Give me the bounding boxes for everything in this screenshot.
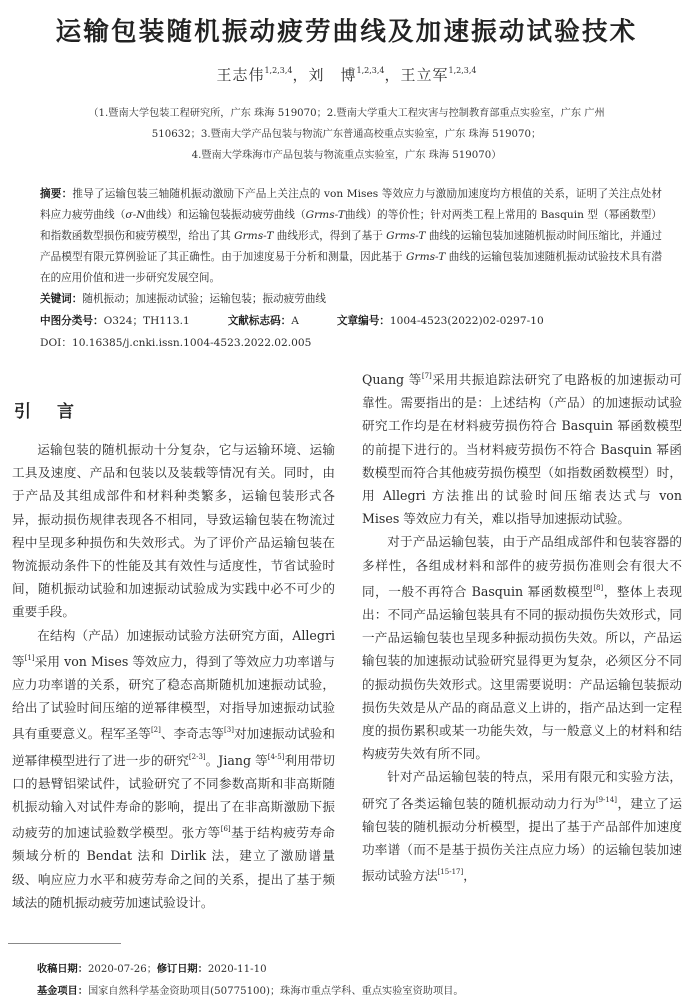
affiliation-line: 4.暨南大学珠海市产品包装与物流重点实验室，广东 珠海 519070） — [191, 150, 502, 161]
citation[interactable]: [1] — [24, 653, 35, 662]
affiliation-line: 510632；3.暨南大学产品包装与物流广东普通高校重点实验室，广东 珠海 519070； — [151, 129, 542, 140]
paragraph — [12, 624, 335, 914]
author-name: 王立军 — [400, 66, 449, 84]
paper-title: 运输包装随机振动疲劳曲线及加速振动试验技术 — [55, 17, 638, 47]
citation[interactable]: [4-5] — [267, 752, 285, 761]
citation[interactable]: [3] — [224, 726, 234, 735]
paragraph-text: ， — [463, 868, 476, 884]
paragraph-text: 采用 von Mises 等效应力，得到了等效应力功率谱与应力功率谱的关系，研究了稳态高斯随机加速振动试验，给出了试验时间压缩的逆幂律模型，对指导加速振动试验具有重要意义。程军圣等 — [12, 653, 335, 742]
citation[interactable]: [15-17] — [437, 868, 464, 877]
citation[interactable]: [6] — [220, 825, 231, 834]
abstract-text: 曲线形式，得到了基于 — [273, 230, 387, 242]
abstract-label: 摘要： — [40, 188, 73, 200]
paragraph-text: 基于结构疲劳寿命频域分析的 Bendat 法和 Dirlik 法，建立了激励谱量级、响应应力水平和疲劳寿命之间的关系，提出了基于频域法的随机振动疲劳加速试验设计。 — [12, 825, 335, 910]
affiliation-line: （1.暨南大学包装工程研究所，广东 珠海 519070；2.暨南大学重大工程灾害与控制教育部重点实验室，广东 广州 — [88, 108, 605, 119]
author-affiliation-marks: 1,2,3,4 — [264, 66, 293, 75]
revised-label: 修订日期： — [156, 964, 208, 975]
grms-t-symbol: Grms-T — [406, 251, 446, 263]
sigma-n-symbol: σ-N — [125, 209, 146, 221]
paragraph-text: ，建立了运输包装的随机振动分析模型，提出了基于产品部件加速度功率谱（而不是基于损伤关注点应力场）的运输包装加速振动试验方法 — [362, 795, 683, 884]
keywords-value: 随机振动；加速振动试验；运输包装；振动疲劳曲线 — [82, 293, 327, 305]
left-column — [12, 438, 335, 914]
clc-label: 中图分类号： — [40, 315, 104, 327]
doc-code-value: A — [291, 315, 299, 327]
paragraph-text: 在结构（产品）加速振动试验方法研究方面，Allegri 等 — [12, 627, 335, 669]
keywords — [40, 291, 326, 306]
classification-line — [40, 313, 544, 328]
author-name: 刘 博 — [308, 66, 357, 84]
clc-value: O324；TH113.1 — [103, 315, 190, 327]
citation[interactable]: [7] — [421, 372, 432, 380]
doc-code-label: 文献标志码： — [227, 315, 292, 327]
paragraph-text: 、李奇志等 — [160, 726, 225, 742]
abstract-text: 推导了运输包装三轴随机振动激励下产品上关注点的 von Mises 等效应力与激励加速度均方根值的关系，证明了关注点处材料应力疲劳曲线（ — [40, 188, 663, 221]
paragraph-text: 对加速振动试验和逆幂律模型进行了进一步的研究 — [12, 726, 336, 768]
paragraph-text: Quang 等 — [362, 372, 422, 387]
author-separator: ， — [292, 66, 309, 84]
keywords-label: 关键词： — [40, 293, 83, 305]
abstract-text: 曲线的运输包装加速随机振动试验技术具有潜在的应用价值和进一步研究发展空间。 — [40, 251, 662, 284]
paragraph-text: 对于产品运输包装，由于产品组成部件和包装容器的多样性，各组成材料和部件的疲劳损伤准则会有很大不同，一般不再符合 Basquin 幂函数模型 — [362, 534, 682, 599]
abstract-text: 曲线）和运输包装振动疲劳曲线（ — [145, 209, 306, 221]
fund-label: 基金项目： — [37, 986, 88, 997]
paragraph — [362, 765, 682, 887]
abstract — [40, 184, 662, 289]
received-value: 2020-07-26 — [87, 964, 147, 975]
right-column — [362, 365, 682, 887]
grms-t-symbol: Grms-T — [305, 209, 345, 221]
paragraph-text: 。Jiang 等 — [205, 752, 268, 768]
article-no-value: 1004-4523(2022)02-0297-10 — [389, 315, 544, 327]
citation[interactable]: [2] — [150, 726, 161, 735]
section-heading-introduction: 引言 — [14, 402, 100, 422]
paragraph — [362, 365, 682, 530]
footnote-divider — [8, 943, 121, 944]
affiliations — [30, 103, 663, 166]
grms-t-symbol: Grms-T — [386, 230, 426, 242]
paragraph-text: 利用带切口的悬臂铝梁试件，试验研究了不同参数高斯和非高斯随机振动输入对试件寿命的影响，提出了在非高斯激励下振动疲劳的加速试验数学模型。张方等 — [12, 752, 336, 841]
paragraph-text: 针对产品运输包装的特点，采用有限元和实验方法，研究了各类运输包装的随机振动动力行为 — [362, 769, 682, 811]
author-affiliation-marks: 1,2,3,4 — [448, 66, 477, 75]
paragraph — [362, 530, 682, 765]
abstract-text: 曲线的运输包装加速随机振动时间压缩比，并通过产品模型有限元算例验证了其正确性。由于加速度易于分析和测量，因此基于 — [40, 230, 662, 263]
author-name: 王志伟 — [216, 66, 265, 84]
citation[interactable]: [8] — [593, 583, 604, 592]
abstract-text: 曲线）的等价性；针对两类工程上常用的 Basquin 型（幂函数型）和指数函数型损伤和疲劳模型，给出了其 — [40, 209, 663, 242]
paragraph: 运输包装的随机振动十分复杂，它与运输环境、运输工具及速度、产品和包装以及装载等情况有关。同时，由于产品及其组成部件和材料种类繁多，运输包装形式各异，振动损伤规律表现各不相同，导致运输包装在物流过程中呈现多种损伤和失效形式。为了评价产品运输包装在物流振动条件下的性能及其有效性与适度性，节省试验时间，随机振动试验和加速振动试验成为实践中必不可少的重要手段。 — [12, 442, 335, 620]
doi[interactable]: DOI：10.16385/j.cnki.issn.1004-4523.2022.02.005 — [40, 337, 312, 349]
author-list — [0, 64, 693, 85]
citation[interactable]: [2-3] — [188, 752, 206, 761]
citation[interactable]: [9-14] — [595, 795, 618, 804]
article-no-label: 文章编号： — [336, 315, 390, 327]
grms-t-symbol: Grms-T — [234, 230, 274, 242]
fund-value: 国家自然科学基金资助项目(50775100)；珠海市重点学科、重点实验室资助项目。 — [87, 986, 464, 997]
author-affiliation-marks: 1,2,3,4 — [356, 66, 385, 75]
paragraph-text: ，整体上表现出：不同产品运输包装具有不同的振动损伤失效形式，同一产品运输包装也呈现多种振动损伤失效。所以，产品运输包装的加速振动试验研究显得更为复杂，必须区分不同的振动损伤失效形式。这里需要说明：产品运输包装振动损伤失效是从产品的商品意义上讲的，指产品达到一定程度的损伤累积或某一功能失效，与一般意义上的材料和结构疲劳失效有所不同。 — [362, 583, 683, 762]
footnote-dates: 收稿日期：2020-07-26；修订日期：2020-11-10 — [37, 964, 267, 975]
received-label: 收稿日期： — [37, 964, 88, 975]
author-separator: ， — [384, 66, 401, 84]
footnote-funding — [37, 982, 464, 997]
paragraph-text: 采用共振追踪法研究了电路板的加速振动可靠性。需要指出的是：上述结构（产品）的加速振动试验研究工作均是在材料疲劳损伤符合 Basquin 幂函数模型的前提下进行的。当材料疲劳损伤不符合 Basquin 幂函数模型而符合其他疲劳损伤模型（如指数函数模型）时，用 Allegri 方法推出的试验时间压缩表达式与 von Mises 等效应力有关，难以指导加速振动试验。 — [362, 372, 683, 527]
revised-value: 2020-11-10 — [207, 964, 267, 975]
